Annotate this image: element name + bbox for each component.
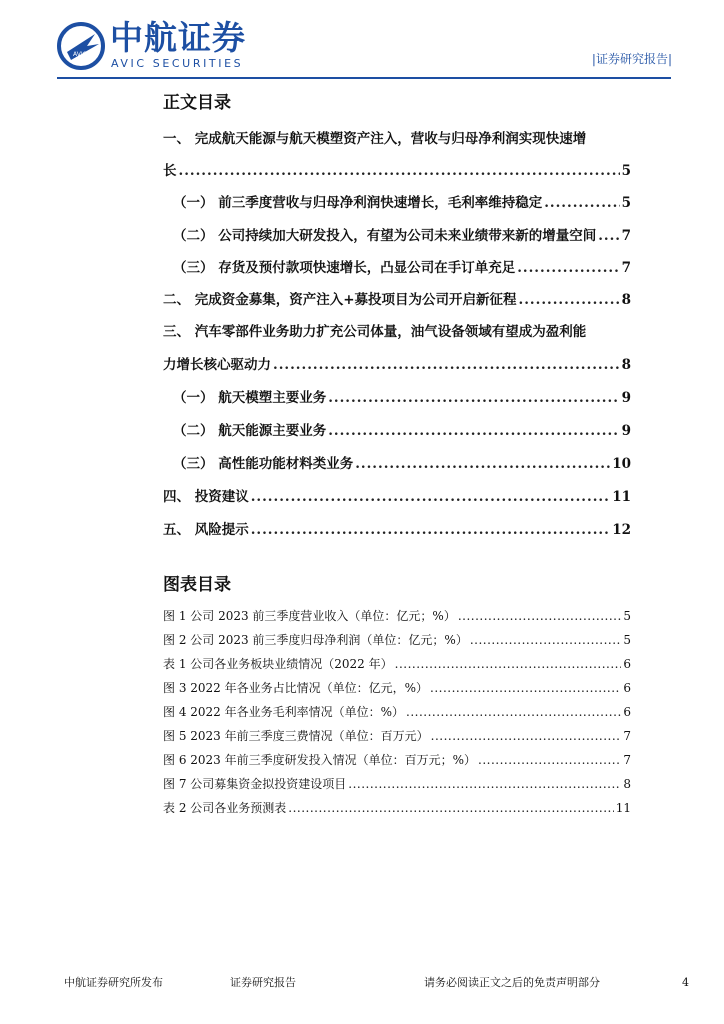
toc-item[interactable]: （一） 前三季度营收与归母净利润快速增长，毛利率维持稳定 ..... 5: [163, 193, 631, 213]
figure-item[interactable]: 图 2 公司 2023 前三季度归母净利润（单位：亿元；%） ..... 5: [163, 631, 631, 649]
figure-item[interactable]: 图 3 2022 年各业务占比情况（单位：亿元，%） ..... 6: [163, 679, 631, 697]
leader-dots: [251, 487, 611, 507]
toc-item-line1[interactable]: 一、 完成航天能源与航天模塑资产注入，营收与归母净利润实现快速增: [163, 131, 587, 147]
leader-dots: [395, 655, 622, 673]
footer-doc-type: 证券研究报告: [230, 976, 296, 989]
page-header: [0, 0, 724, 84]
footer-publisher: 中航证券研究所发布: [64, 976, 163, 989]
toc-item[interactable]: 力增长核心驱动力 ..... 8: [163, 355, 631, 375]
toc-item-line1[interactable]: 三、 汽车零部件业务助力扩充公司体量，油气设备领域有望成为盈利能: [163, 324, 587, 340]
leader-dots: [251, 520, 611, 540]
brand-name-en: AVIC SECURITIES: [111, 57, 244, 70]
svg-text:AVIC: AVIC: [73, 51, 87, 58]
leader-dots: [544, 193, 619, 213]
toc-title: 正文目录: [163, 93, 231, 113]
toc-item[interactable]: （三） 存货及预付款项快速增长，凸显公司在手订单充足 ..... 7: [163, 258, 631, 278]
leader-dots: [431, 727, 622, 745]
figure-item[interactable]: 图 7 公司募集资金拟投资建设项目 ..... 8: [163, 775, 631, 793]
toc-item[interactable]: 二、 完成资金募集，资产注入+募投项目为公司开启新征程 ..... 8: [163, 290, 631, 310]
figure-item[interactable]: 表 1 公司各业务板块业绩情况（2022 年） ..... 6: [163, 655, 631, 673]
toc-item[interactable]: （二） 航天能源主要业务 ..... 9: [163, 421, 631, 441]
leader-dots: [328, 388, 619, 408]
toc-item[interactable]: 五、 风险提示 ..... 12: [163, 520, 631, 540]
toc-item[interactable]: （三） 高性能功能材料类业务 ..... 10: [163, 454, 631, 474]
leader-dots: [478, 751, 621, 769]
avic-logo-icon: [57, 22, 105, 70]
leader-dots: [328, 421, 619, 441]
toc-item[interactable]: 四、 投资建议 ..... 11: [163, 487, 631, 507]
report-type-tag: |证券研究报告|: [591, 52, 672, 66]
leader-dots: [430, 679, 621, 697]
leader-dots: [519, 290, 620, 310]
leader-dots: [355, 454, 610, 474]
figure-item[interactable]: 图 1 公司 2023 前三季度营业收入（单位：亿元；%） ..... 5: [163, 607, 631, 625]
figure-item[interactable]: 表 2 公司各业务预测表 ..... 11: [163, 799, 631, 817]
page-footer: [0, 968, 724, 998]
page-number: 4: [682, 976, 689, 989]
leader-dots: [470, 631, 622, 649]
leader-dots: [348, 775, 621, 793]
toc-item[interactable]: 长 ..... 5: [163, 161, 631, 181]
figure-item[interactable]: 图 4 2022 年各业务毛利率情况（单位：%） ..... 6: [163, 703, 631, 721]
brand-name-cn: 中航证券: [110, 18, 246, 57]
footer-disclaimer: 请务必阅读正文之后的免责声明部分: [424, 976, 600, 989]
leader-dots: [406, 703, 621, 721]
figure-item[interactable]: 图 6 2023 年前三季度研发投入情况（单位：百万元；%） ..... 7: [163, 751, 631, 769]
leader-dots: [179, 161, 620, 181]
leader-dots: [458, 607, 622, 625]
figures-title: 图表目录: [163, 575, 231, 595]
leader-dots: [517, 258, 619, 278]
toc-item[interactable]: （二） 公司持续加大研发投入，有望为公司未来业绩带来新的增量空间 ..... 7: [163, 226, 631, 246]
leader-dots: [288, 799, 613, 817]
leader-dots: [598, 226, 619, 246]
figure-item[interactable]: 图 5 2023 年前三季度三费情况（单位：百万元） ..... 7: [163, 727, 631, 745]
toc-item[interactable]: （一） 航天模塑主要业务 ..... 9: [163, 388, 631, 408]
header-divider: [57, 77, 671, 79]
leader-dots: [273, 355, 620, 375]
